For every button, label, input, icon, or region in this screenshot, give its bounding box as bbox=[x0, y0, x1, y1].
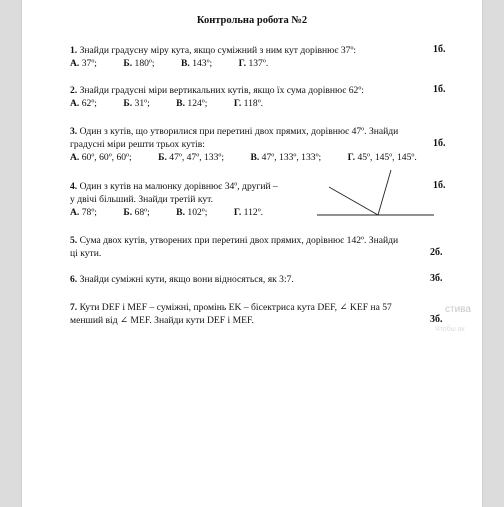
option-value: 31º; bbox=[134, 98, 150, 109]
task-text: Знайди градусну міру кута, якщо суміжний з ним кут дорівнює 37º: bbox=[79, 45, 357, 56]
option-value: 60º, 60º, 60º; bbox=[81, 152, 132, 163]
option-value: 47º, 133º, 133º; bbox=[261, 152, 322, 163]
task-number: 3. bbox=[70, 126, 78, 137]
task-2 bbox=[70, 84, 364, 110]
task-1-points: 1б. bbox=[433, 44, 446, 55]
option-letter: В. bbox=[176, 98, 185, 109]
task-2-points: 1б. bbox=[433, 84, 446, 95]
watermark-text: стива bbox=[445, 304, 471, 315]
watermark-subtext: Чтобы ак bbox=[435, 326, 465, 333]
option-letter: А. bbox=[70, 58, 80, 69]
option-letter: Б. bbox=[123, 207, 133, 218]
task-4 bbox=[70, 180, 287, 219]
option-letter: Б. bbox=[123, 98, 133, 109]
task-7-points: 3б. bbox=[430, 314, 443, 325]
task-4-points: 1б. bbox=[433, 180, 446, 191]
option-letter: Б. bbox=[158, 152, 167, 163]
figure-ray-left bbox=[329, 187, 378, 215]
task-1 bbox=[70, 44, 356, 70]
task-number: 6. bbox=[70, 274, 78, 285]
task-7 bbox=[70, 301, 392, 327]
option-letter: А. bbox=[70, 98, 80, 109]
option-value: 112º. bbox=[243, 207, 264, 218]
task-options bbox=[70, 151, 441, 164]
task-options bbox=[70, 206, 287, 219]
task-text-line2: у двічі більший. Знайди третій кут. bbox=[70, 194, 214, 205]
worksheet-page bbox=[22, 0, 482, 507]
task-text-line2: ці кути. bbox=[70, 248, 102, 259]
task-number: 7. bbox=[70, 302, 78, 313]
option-value: 78º; bbox=[81, 207, 97, 218]
task-text: Знайди градусні міри вертикальних кутів, якщо їх сума дорівнює 62º: bbox=[79, 85, 364, 96]
figure-ray-right bbox=[378, 170, 391, 215]
task-3-points: 1б. bbox=[433, 138, 446, 149]
option-value: 124º; bbox=[187, 98, 208, 109]
option-value: 137º. bbox=[248, 58, 269, 69]
option-letter: В. bbox=[250, 152, 260, 163]
task-6-points: 3б. bbox=[430, 273, 443, 284]
option-value: 143º; bbox=[192, 58, 213, 69]
option-letter: Г. bbox=[233, 207, 242, 218]
option-value: 37º; bbox=[81, 58, 97, 69]
task-options bbox=[70, 57, 356, 70]
task-number: 4. bbox=[70, 181, 78, 192]
task-text-line2: градусні міри решти трьох кутів: bbox=[70, 139, 205, 150]
task-text-line1: Кути DEF і MEF – суміжні, промінь EK – бісектриса кута DEF, ∠ KEF на 57 bbox=[79, 302, 392, 313]
option-letter: А. bbox=[70, 152, 80, 163]
option-value: 45º, 145º, 145º. bbox=[357, 152, 417, 163]
option-value: 180º; bbox=[134, 58, 155, 69]
option-value: 68º; bbox=[134, 207, 150, 218]
option-value: 118º. bbox=[243, 98, 264, 109]
task-6 bbox=[70, 273, 294, 286]
option-letter: В. bbox=[180, 58, 190, 69]
task-text-line1: Один з кутів на малюнку дорівнює 34º, другий – bbox=[79, 181, 278, 192]
task-text-line1: Один з кутів, що утворилися при перетині двох прямих, дорівнює 47º. Знайди bbox=[79, 126, 399, 137]
task-5 bbox=[70, 234, 398, 260]
task-3 bbox=[70, 125, 441, 164]
option-value: 62º; bbox=[81, 98, 97, 109]
task-options bbox=[70, 97, 364, 110]
task-number: 2. bbox=[70, 85, 78, 96]
option-letter: А. bbox=[70, 207, 80, 218]
task-text-line1: Сума двох кутів, утворених при перетині двох прямих, дорівнює 142º. Знайди bbox=[79, 235, 399, 246]
option-letter: Г. bbox=[233, 98, 242, 109]
task-number: 1. bbox=[70, 45, 78, 56]
task-text: Знайди суміжні кути, якщо вони відносяться, як 3:7. bbox=[79, 274, 294, 285]
angles-figure bbox=[312, 168, 437, 220]
option-letter: Г. bbox=[347, 152, 356, 163]
task-5-points: 2б. bbox=[430, 247, 443, 258]
option-letter: В. bbox=[176, 207, 185, 218]
task-number: 5. bbox=[70, 235, 78, 246]
option-value: 102º; bbox=[187, 207, 208, 218]
page-title: Контрольна робота №2 bbox=[196, 15, 308, 26]
task-text-line2: менший від ∠ MEF. Знайди кути DEF і MEF. bbox=[70, 315, 254, 326]
option-value: 47º, 47º, 133º; bbox=[169, 152, 225, 163]
option-letter: Г. bbox=[238, 58, 247, 69]
option-letter: Б. bbox=[123, 58, 133, 69]
